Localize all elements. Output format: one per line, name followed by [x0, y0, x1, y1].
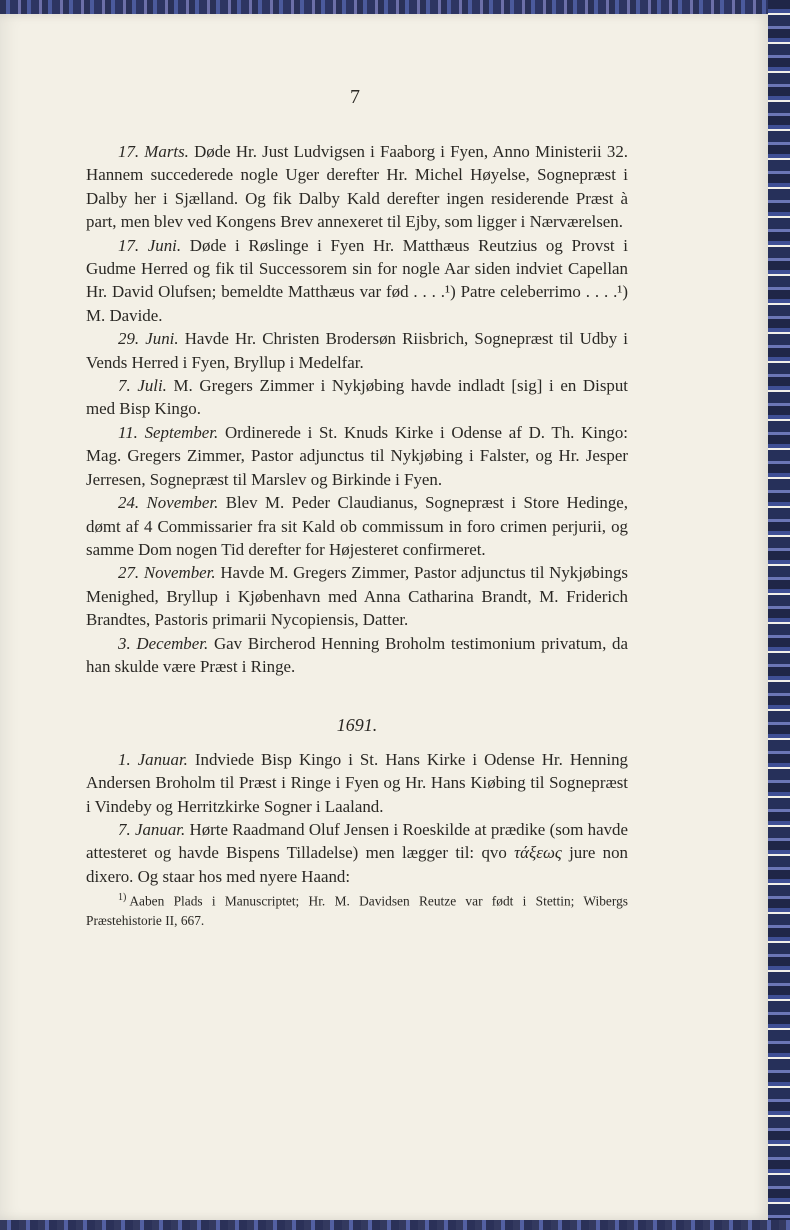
book-edge-bottom: [0, 1220, 790, 1230]
year-heading: 1691.: [336, 715, 378, 736]
entry-paragraph: [86, 818, 628, 888]
entry-text: Blev M. Peder Claudianus, Sognepræst i Store Hedinge, dømt af 4 Commissarier fra sit Kald ob commissum in foro crimen perjurii, og samme Dom nogen Tid derefter for Højesteret confirmeret.: [86, 493, 629, 559]
greek-word: τάξεως: [514, 843, 562, 863]
entry-date: 17. Marts.: [118, 142, 189, 161]
entry-paragraph: [86, 421, 628, 491]
entry-text: Ordinerede i St. Knuds Kirke i Odense af D. Th. Kingo: Mag. Gregers Zimmer, Pastor adjunctus til Nykjøbing i Falster, og Hr. Jesper Jerresen, Sognepræst til Marslev og Birkinde i Fyen.: [86, 422, 629, 489]
entry-paragraph: [86, 327, 628, 374]
entry-text: Havde M. Gregers Zimmer, Pastor adjunctus til Nykjøbings Menighed, Bryllup i Kjøbenhavn med Anna Catharina Brandt, M. Friderich Brandtes, Pastoris primarii Nycopiensis, Datter.: [86, 563, 628, 630]
page-body: [86, 140, 628, 930]
entry-date: 17. Juni.: [118, 235, 182, 255]
entry-paragraph: [86, 561, 628, 631]
entry-text: Hørte Raadmand Oluf Jensen i Roeskilde at prædike (som havde attesteret og havde Bispens Tilladelse) men lægger til: qvo: [86, 819, 628, 863]
entry-paragraph: [86, 234, 628, 328]
entry-paragraph: [86, 632, 628, 679]
footnote: [86, 888, 628, 929]
footnote-text: Aaben Plads i Manuscriptet; Hr. M. Davidsen Reutze var født i Stettin; Wibergs Præstehistorie II, 667.: [86, 893, 628, 928]
entry-date: 24. November.: [118, 493, 219, 513]
entry-date: 3. December.: [118, 633, 209, 653]
footnote-mark: 1): [118, 892, 127, 904]
entry-date: 7. Januar.: [118, 819, 186, 839]
page-number: 7: [350, 86, 360, 108]
book-edge-top: [0, 0, 790, 14]
entry-date: 29. Juni.: [118, 329, 179, 349]
entry-date: 1. Januar.: [118, 749, 188, 769]
entry-paragraph: [86, 748, 628, 818]
entry-text: Havde Hr. Christen Brodersøn Riisbrich, Sognepræst til Udby i Vends Herred i Fyen, Bryllup i Medelfar.: [86, 329, 628, 372]
book-edge-right: [768, 0, 790, 1230]
entry-text: jure non dixero. Og staar hos med nyere Haand:: [86, 843, 629, 886]
entry-text: Døde i Røslinge i Fyen Hr. Matthæus Reutzius og Provst i Gudme Herred og fik til Successorem sin for nogle Aar siden indviet Capellan Hr. David Olufsen; bemeldte Matthæus var fød . . . .¹) Patre celeberrimo . . . .¹) M. Davide.: [86, 235, 629, 325]
entry-date: 27. November.: [118, 563, 216, 583]
entry-text: Gav Bircherod Henning Broholm testimonium privatum, da han skulde være Præst i Ringe.: [86, 633, 628, 676]
entry-paragraph: [86, 491, 628, 561]
entry-paragraph: [86, 374, 628, 421]
entry-date: 7. Juli.: [118, 376, 167, 396]
entry-paragraph: [86, 140, 628, 234]
entry-text: Indviede Bisp Kingo i St. Hans Kirke i Odense Hr. Henning Andersen Broholm til Præst i Ringe i Fyen og Hr. Hans Kiøbing til Sognepræst i Vindeby og Herritzkirke Sogner i Laaland.: [86, 749, 629, 816]
entry-date: 11. September.: [118, 422, 219, 442]
entry-text: Døde Hr. Just Ludvigsen i Faaborg i Fyen, Anno Ministerii 32. Hannem succederede nogle Uger derefter Hr. Michel Høyelse, Sognepræst i Dalby her i Sjælland. Og fik Dalby Kald derefter ingen residerende Præst à part, men blev ved Kongens Brev annexeret til Ejby, som ligger i Nærværelsen.: [86, 142, 628, 232]
entry-text: M. Gregers Zimmer i Nykjøbing havde indladt [sig] i en Disput med Bisp Kingo.: [86, 376, 628, 419]
